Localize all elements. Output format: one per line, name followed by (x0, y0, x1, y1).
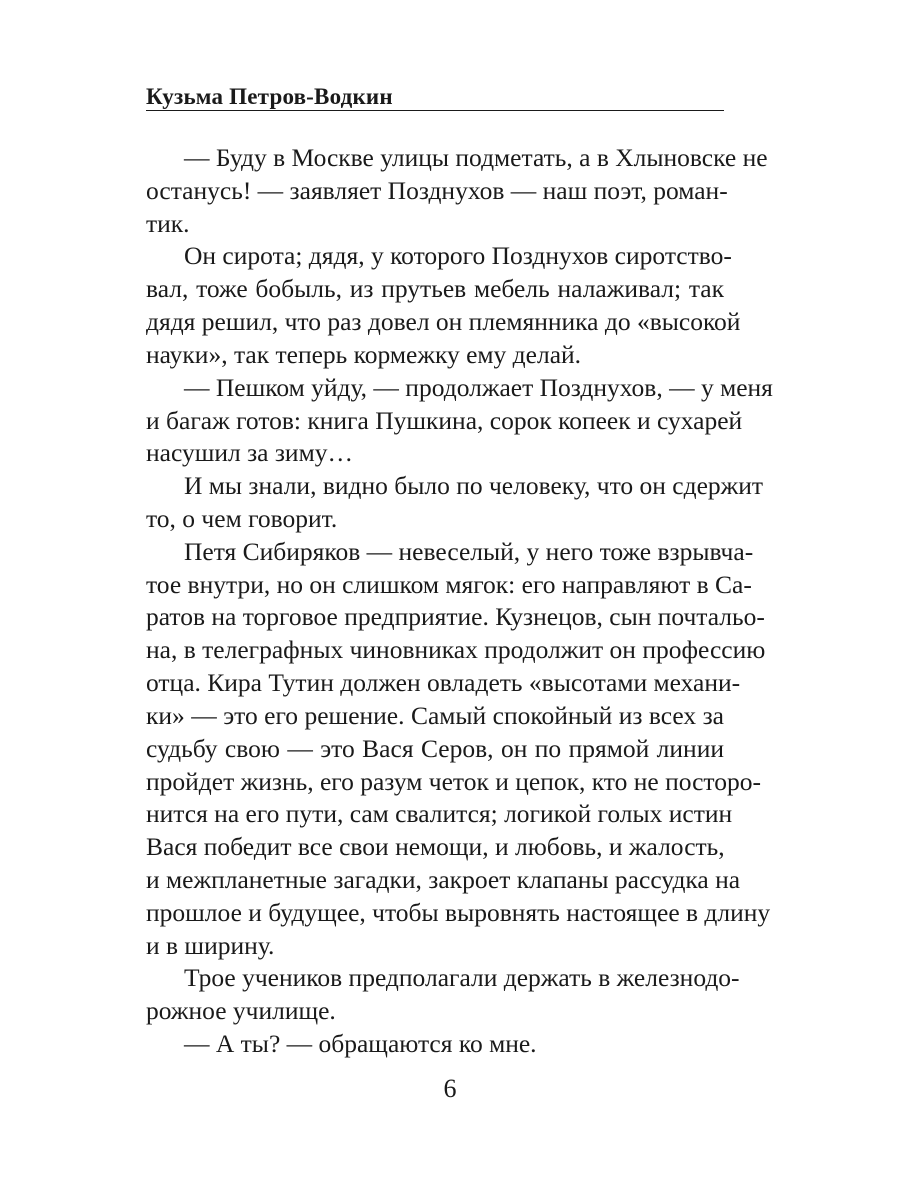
text-line: — Буду в Москве улицы подметать, а в Хлыновске не (184, 143, 768, 172)
text-line: вал, тоже бобыль, из прутьев мебель налаживал; так (146, 274, 724, 304)
text-line: Он сирота; дядя, у которого Позднухов сиротство- (184, 241, 732, 271)
text-line: — Пешком уйду, — продолжает Позднухов, — у меня (184, 372, 773, 402)
text-line: нится на его пути, сам свалится; логикой голых истин (146, 799, 733, 829)
text-line: рожное училище. (146, 996, 336, 1026)
text-line: науки», так теперь кормежку ему делай. (146, 339, 582, 369)
text-line: и багаж готов: книга Пушкина, сорок копеек и сухарей (146, 405, 743, 435)
text-line: И мы знали, видно было по человеку, что он сдержит (184, 471, 764, 501)
text-line: Трое учеников предполагали держать в железнодо- (184, 963, 740, 993)
text-line: Петя Сибиряков — невеселый, у него тоже взрывча- (184, 536, 754, 566)
text-line: и межпланетные загадки, закроет клапаны рассудка на (146, 864, 741, 894)
text-line: на, в телеграфных чиновниках продолжит он профессию (146, 635, 766, 665)
text-line: дядя решил, что раз довел он племянника до «высокой (146, 307, 741, 337)
text-line: отца. Кира Тутин должен овладеть «высотами механи- (146, 668, 741, 697)
text-line: то, о чем говорит. (146, 504, 338, 533)
text-line: пройдет жизнь, его разум четок и цепок, кто не посторо- (146, 766, 761, 796)
text-line: Вася победит все свои немощи, и любовь, и жалость, (146, 832, 725, 862)
text-line: ратов на торговое предприятие. Кузнецов, сын почтальо- (146, 602, 765, 632)
text-line: тое внутри, но он слишком мягок: его направляют в Са- (146, 569, 752, 599)
header-rule (146, 110, 724, 111)
running-head: Кузьма Петров-Водкин (146, 84, 393, 109)
text-line: тик. (146, 208, 190, 238)
text-line: насушил за зиму… (146, 438, 353, 468)
text-line: и в ширину. (146, 930, 275, 960)
text-line: останусь! — заявляет Позднухов — наш поэт, роман- (146, 175, 728, 205)
text-line: прошлое и будущее, чтобы выровнять настоящее в длину (146, 897, 771, 927)
page-number: 6 (443, 1074, 457, 1103)
text-line: — А ты? — обращаются ко мне. (184, 1029, 537, 1058)
text-line: судьбу свою — это Вася Серов, он по прямой линии (146, 733, 724, 763)
text-line: ки» — это его решение. Самый спокойный из всех за (146, 700, 724, 730)
